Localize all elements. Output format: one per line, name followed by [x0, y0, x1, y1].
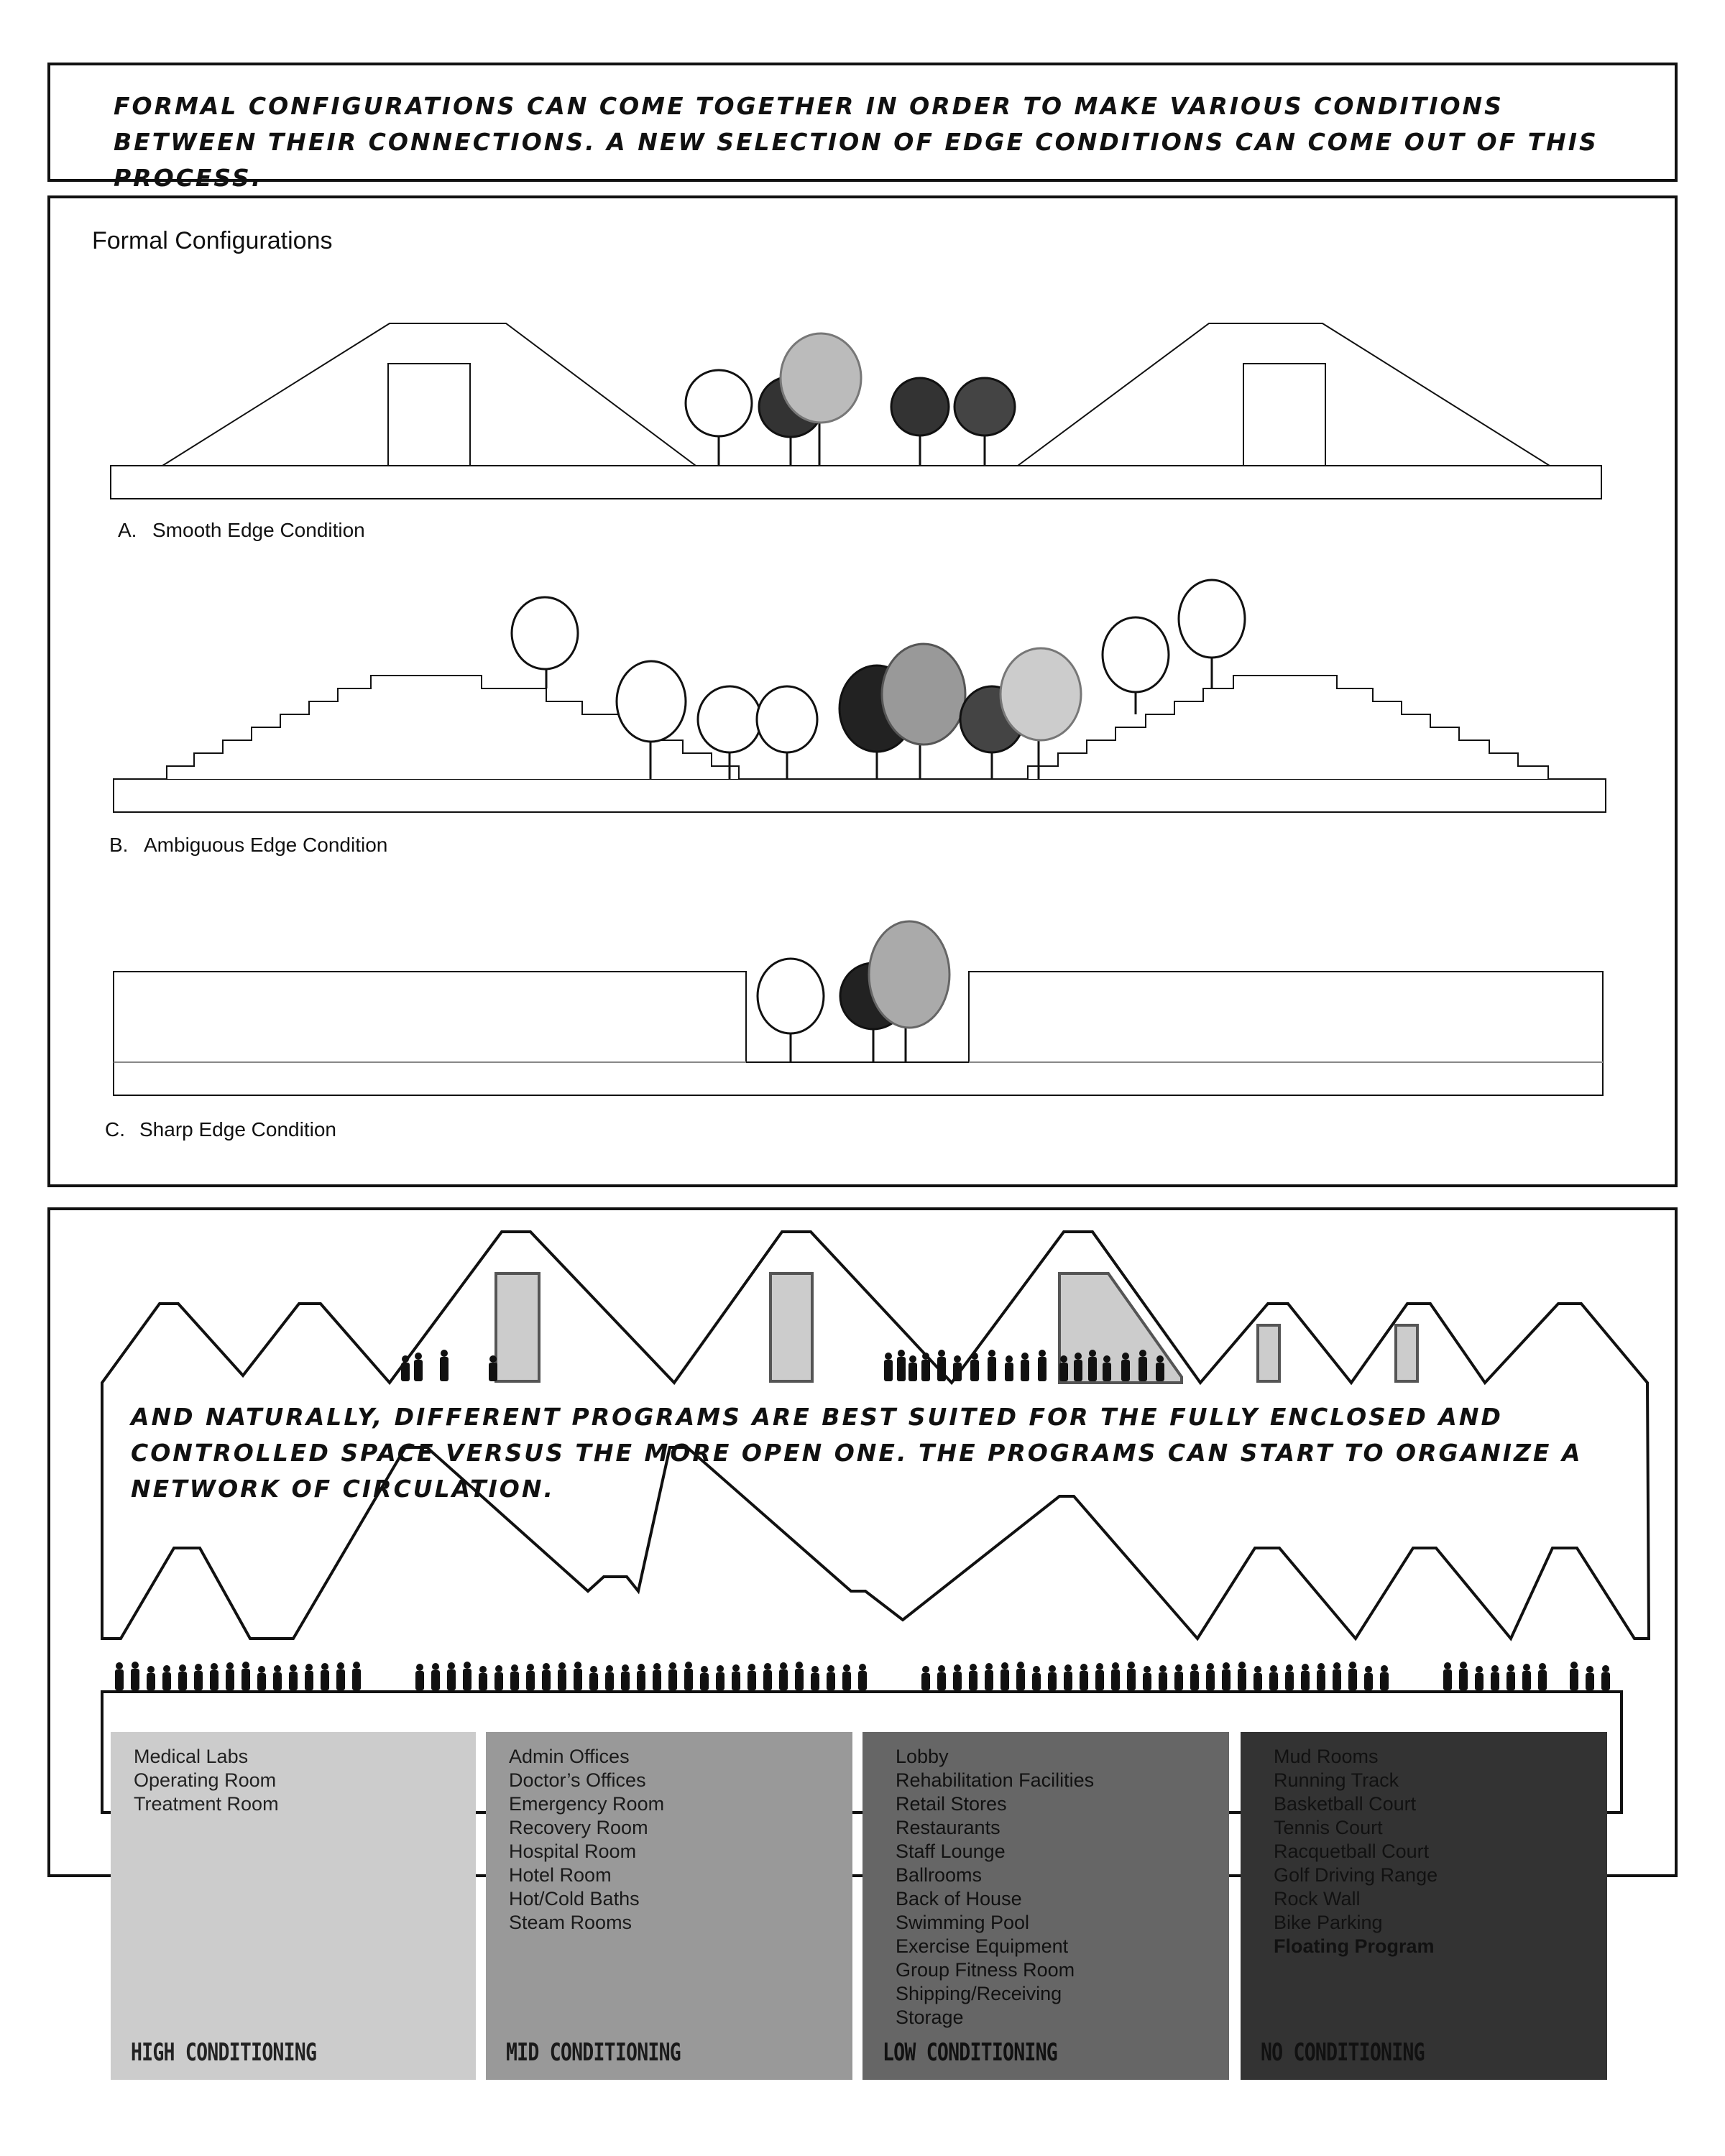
person-silhouette: [1138, 1350, 1147, 1381]
person-silhouette: [1032, 1666, 1041, 1690]
person-silhouette: [440, 1350, 448, 1381]
person-silhouette: [1156, 1355, 1164, 1381]
program-item: Steam Rooms: [509, 1912, 632, 1933]
person-silhouette: [589, 1666, 598, 1690]
person-silhouette: [1459, 1662, 1468, 1690]
person-silhouette: [321, 1663, 329, 1690]
person-silhouette: [1000, 1662, 1009, 1690]
person-silhouette: [1103, 1355, 1111, 1381]
person-silhouette: [1143, 1666, 1151, 1690]
person-silhouette: [921, 1353, 930, 1381]
low-conditioning-panel: [862, 1732, 1229, 2080]
person-silhouette: [1301, 1664, 1310, 1690]
person-silhouette: [637, 1664, 645, 1690]
program-item: Basketball Court: [1274, 1793, 1417, 1815]
person-silhouette: [621, 1664, 630, 1690]
program-item: Group Fitness Room: [896, 1959, 1075, 1981]
caption-label: Smooth Edge Condition: [152, 519, 365, 541]
person-silhouette: [1048, 1665, 1057, 1690]
person-silhouette: [953, 1355, 962, 1381]
person-silhouette: [985, 1663, 993, 1690]
person-silhouette: [1222, 1662, 1230, 1690]
program-item: Admin Offices: [509, 1746, 630, 1767]
program-item: Running Track: [1274, 1769, 1399, 1791]
caption-label: Ambiguous Edge Condition: [144, 834, 388, 856]
person-silhouette: [1088, 1350, 1097, 1381]
caption-letter: B.: [109, 834, 129, 856]
programs-text: AND NATURALLY, DIFFERENT PROGRAMS ARE BEST SUITED FOR THE FULLY ENCLOSED AND CONTROLLED SPACE VERSUS THE MORE OPEN ONE. THE PROGRAMS CAN START TO ORGANIZE A NETWORK OF CIRCULATION.: [131, 1403, 1583, 1503]
person-silhouette: [897, 1350, 906, 1381]
program-item: Hot/Cold Baths: [509, 1888, 640, 1909]
person-silhouette: [795, 1662, 804, 1690]
person-silhouette: [937, 1350, 946, 1381]
person-silhouette: [1254, 1666, 1262, 1690]
person-silhouette: [1364, 1666, 1373, 1690]
person-silhouette: [668, 1662, 677, 1690]
program-item: Retail Stores: [896, 1793, 1007, 1815]
caption-label: Sharp Edge Condition: [139, 1118, 336, 1141]
caption-ambiguous-edge: [109, 834, 387, 857]
no-conditioning-panel: [1241, 1732, 1607, 2080]
formal-configurations-panel: [47, 195, 1678, 1187]
person-silhouette: [858, 1664, 867, 1690]
person-silhouette: [257, 1666, 266, 1690]
person-silhouette: [953, 1664, 962, 1690]
person-silhouette: [763, 1663, 772, 1690]
person-silhouette: [242, 1662, 250, 1690]
person-silhouette: [921, 1666, 930, 1690]
person-silhouette: [1269, 1665, 1278, 1690]
person-silhouette: [969, 1664, 978, 1690]
person-silhouette: [653, 1663, 661, 1690]
person-silhouette: [510, 1664, 519, 1690]
person-silhouette: [937, 1665, 946, 1690]
person-silhouette: [1380, 1665, 1389, 1690]
person-silhouette: [447, 1662, 456, 1690]
intro-box: [47, 63, 1678, 192]
person-silhouette: [1059, 1355, 1068, 1381]
person-silhouette: [494, 1665, 503, 1690]
person-silhouette: [1570, 1662, 1578, 1690]
person-silhouette: [1506, 1664, 1515, 1690]
person-silhouette: [988, 1350, 996, 1381]
program-item: Operating Room: [134, 1769, 277, 1791]
program-item: Emergency Room: [509, 1793, 665, 1815]
program-list: [1256, 1745, 1607, 1958]
program-item: Shipping/Receiving: [896, 1983, 1062, 2004]
person-silhouette: [574, 1662, 582, 1690]
configurations-title: Formal Configurations: [92, 227, 333, 254]
person-silhouette: [226, 1662, 234, 1690]
person-silhouette: [908, 1355, 917, 1381]
program-item: Tennis Court: [1274, 1817, 1383, 1838]
person-silhouette: [1064, 1664, 1072, 1690]
person-silhouette: [1080, 1664, 1088, 1690]
caption-sharp-edge: [105, 1118, 336, 1141]
program-item: Hotel Room: [509, 1864, 612, 1886]
person-silhouette: [1475, 1666, 1484, 1690]
person-silhouette: [336, 1662, 345, 1690]
person-silhouette: [115, 1662, 124, 1690]
person-silhouette: [779, 1662, 788, 1690]
person-silhouette: [305, 1664, 313, 1690]
conditioning-label: NO CONDITIONING: [1261, 2038, 1425, 2067]
person-silhouette: [700, 1666, 709, 1690]
intro-text: FORMAL CONFIGURATIONS CAN COME TOGETHER IN ORDER TO MAKE VARIOUS CONDITIONS BETWEEN THEIR CONNECTIONS. A NEW SELECTION OF EDGE CONDITIONS CAN COME OUT OF THIS PROCESS.: [114, 92, 1598, 192]
person-silhouette: [1317, 1663, 1325, 1690]
program-item: Hospital Room: [509, 1841, 637, 1862]
person-silhouette: [1238, 1662, 1246, 1690]
program-item: Rehabilitation Facilities: [896, 1769, 1095, 1791]
program-item: Exercise Equipment: [896, 1935, 1069, 1957]
caption-letter: A.: [118, 519, 137, 541]
person-silhouette: [1111, 1662, 1120, 1690]
person-silhouette: [1285, 1664, 1294, 1690]
person-silhouette: [716, 1665, 724, 1690]
person-silhouette: [1021, 1353, 1029, 1381]
person-silhouette: [489, 1355, 497, 1381]
person-silhouette: [1491, 1665, 1499, 1690]
person-silhouette: [1095, 1663, 1104, 1690]
program-list: [126, 1745, 476, 1816]
person-silhouette: [178, 1664, 187, 1690]
program-item: Swimming Pool: [896, 1912, 1030, 1933]
person-silhouette: [131, 1662, 139, 1690]
person-silhouette: [414, 1353, 423, 1381]
person-silhouette: [194, 1664, 203, 1690]
program-list: [878, 1745, 1229, 2030]
program-item: Treatment Room: [134, 1793, 279, 1815]
person-silhouette: [352, 1662, 361, 1690]
person-silhouette: [162, 1665, 171, 1690]
program-item: Doctor’s Offices: [509, 1769, 646, 1791]
person-silhouette: [1586, 1666, 1594, 1690]
person-silhouette: [1127, 1662, 1136, 1690]
program-item: Restaurants: [896, 1817, 1000, 1838]
person-silhouette: [273, 1665, 282, 1690]
program-item: Medical Labs: [134, 1746, 249, 1767]
person-silhouette: [1074, 1353, 1082, 1381]
program-item: Back of House: [896, 1888, 1022, 1909]
mid-conditioning-panel: [486, 1732, 852, 2080]
caption-smooth-edge: [118, 519, 365, 542]
program-item: Staff Lounge: [896, 1841, 1006, 1862]
person-silhouette: [401, 1355, 410, 1381]
person-silhouette: [1522, 1664, 1531, 1690]
person-silhouette: [811, 1666, 819, 1690]
person-silhouette: [1333, 1662, 1341, 1690]
person-silhouette: [431, 1663, 440, 1690]
program-item: Golf Driving Range: [1274, 1864, 1438, 1886]
conditioning-label: LOW CONDITIONING: [883, 2038, 1057, 2067]
person-silhouette: [684, 1662, 693, 1690]
person-silhouette: [884, 1353, 893, 1381]
program-item: Racquetball Court: [1274, 1841, 1430, 1862]
person-silhouette: [463, 1662, 472, 1690]
person-silhouette: [415, 1664, 424, 1690]
program-item: Bike Parking: [1274, 1912, 1383, 1933]
person-silhouette: [1038, 1350, 1046, 1381]
person-silhouette: [605, 1665, 614, 1690]
program-item: Ballrooms: [896, 1864, 983, 1886]
high-conditioning-panel: [111, 1732, 476, 2080]
edge-condition-drawings: [50, 198, 1675, 1184]
person-silhouette: [842, 1664, 851, 1690]
person-silhouette: [542, 1663, 551, 1690]
person-silhouette: [1601, 1665, 1610, 1690]
program-item: Rock Wall: [1274, 1888, 1361, 1909]
person-silhouette: [1348, 1662, 1357, 1690]
person-silhouette: [479, 1666, 487, 1690]
person-silhouette: [1121, 1353, 1130, 1381]
conditioning-label: MID CONDITIONING: [506, 2038, 681, 2067]
program-item: Storage: [896, 2007, 964, 2028]
person-silhouette: [289, 1664, 298, 1690]
program-item: Lobby: [896, 1746, 949, 1767]
conditioning-label: HIGH CONDITIONING: [131, 2038, 317, 2067]
person-silhouette: [210, 1663, 218, 1690]
person-silhouette: [1174, 1664, 1183, 1690]
person-silhouette: [526, 1664, 535, 1690]
caption-letter: C.: [105, 1118, 125, 1141]
program-list: [502, 1745, 852, 1935]
floating-program-item: Floating Program: [1274, 1935, 1435, 1957]
person-silhouette: [1190, 1664, 1199, 1690]
person-silhouette: [147, 1666, 155, 1690]
person-silhouette: [827, 1665, 835, 1690]
person-silhouette: [732, 1664, 740, 1690]
program-item: Mud Rooms: [1274, 1746, 1379, 1767]
person-silhouette: [1443, 1662, 1452, 1690]
person-silhouette: [748, 1664, 756, 1690]
person-silhouette: [558, 1662, 566, 1690]
person-silhouette: [970, 1353, 979, 1381]
person-silhouette: [1005, 1355, 1013, 1381]
person-silhouette: [1538, 1663, 1547, 1690]
program-item: Recovery Room: [509, 1817, 648, 1838]
smooth-edge-diagram: [111, 323, 1601, 499]
person-silhouette: [1206, 1663, 1215, 1690]
person-silhouette: [1159, 1665, 1167, 1690]
person-silhouette: [1016, 1662, 1025, 1690]
